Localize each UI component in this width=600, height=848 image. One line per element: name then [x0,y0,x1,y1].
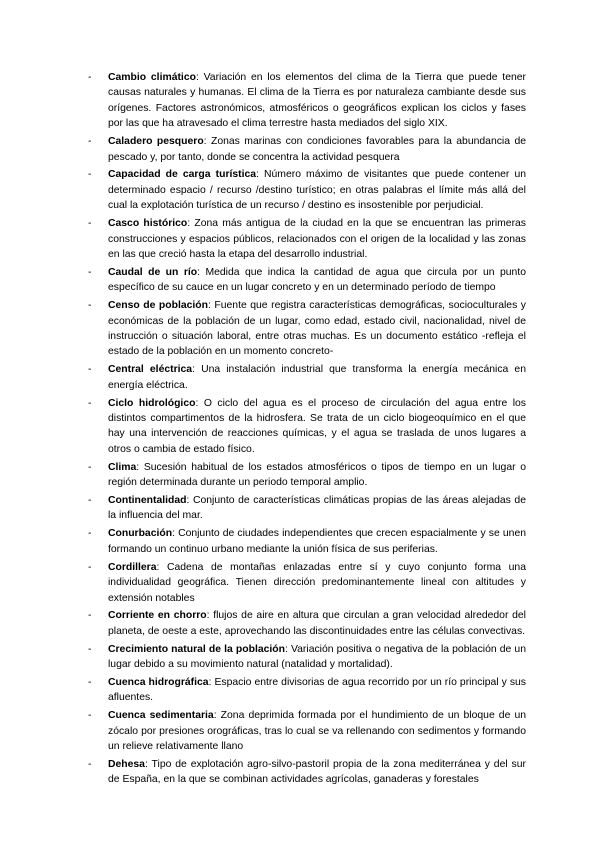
glossary-term: Crecimiento natural de la población [108,643,285,655]
bullet-dash: - [88,495,92,507]
glossary-entry [88,526,526,557]
glossary-entry [88,134,526,165]
glossary-definition: : Fuente que registra características demográficas, socioculturales y económicas de la población de un lugar, como edad, estado civil, nacionalidad, nivel de instrucción o situación laboral, entre otras muchas. Es un documento estático -refleja el estado de la población en un momento concreto- [108,300,526,358]
glossary-term: Corriente en chorro [108,610,207,622]
glossary-definition: : Variación en los elementos del clima de la Tierra que puede tener causas naturales y humanas. El clima de la Tierra es por naturaleza cambiante desde sus orígenes. Factores astronómicos, atmosféricos o geográficos explican los ciclos y fases por las que ha atravesado el clima terrestre hasta mediados del siglo XIX. [108,72,526,130]
glossary-term: Caladero pesquero [108,136,204,148]
bullet-dash: - [88,136,92,148]
glossary-definition: : Tipo de explotación agro-silvo-pastoril propia de la zona mediterránea y del sur de España, en la que se combinan actividades agrícolas, ganaderas y forestales [108,759,526,786]
glossary-definition: : Medida que indica la cantidad de agua que circula por un punto específico de su cauce en un lugar concreto y en un determinado período de tiempo [108,266,526,294]
glossary-entry [88,167,526,213]
glossary-term: Conurbación [108,528,173,540]
bullet-dash: - [88,759,92,771]
glossary-list [88,70,526,790]
glossary-definition: : Espacio entre divisorias de agua recorrido por un río principal y sus afluentes. [108,677,526,704]
glossary-entry [88,675,526,706]
glossary-definition: : Zonas marinas con condiciones favorables para la abundancia de pescado y, por tanto, donde se concentra la actividad pesquera [108,136,526,163]
glossary-term: Casco histórico [108,218,188,230]
bullet-dash: - [88,561,92,573]
bullet-dash: - [88,643,92,655]
glossary-definition: : Zona más antigua de la ciudad en la que se encuentran las primeras construcciones y espacios públicos, relacionados con el origen de la localidad y las zonas en las que creció hasta la etapa del desarrollo industrial. [108,218,526,260]
glossary-term: Cuenca sedimentaria [108,710,214,722]
glossary-entry [88,608,526,639]
glossary-entry [88,396,526,458]
glossary-entry [88,216,526,262]
glossary-definition: : Variación positiva o negativa de la población de un lugar debido a su movimiento natural (natalidad y mortalidad). [108,643,526,671]
glossary-definition: : Una instalación industrial que transforma la energía mecánica en energía eléctrica. [108,364,526,391]
bullet-dash: - [88,300,92,312]
glossary-term: Cordillera [108,561,157,573]
glossary-term: Cambio climático [108,72,196,83]
glossary-term: Continentalidad [108,495,187,507]
glossary-term: Clima [108,461,137,473]
glossary-definition: : Zona deprimida formada por el hundimiento de un bloque de un zócalo por presiones orográficas, tras lo cual se va rellenando con sedimentos y formando un relieve relativamente llano [108,710,526,753]
bullet-dash: - [88,169,92,181]
glossary-entry [88,362,526,393]
bullet-dash: - [88,218,92,230]
glossary-entry [88,460,526,491]
bullet-dash: - [88,266,92,278]
bullet-dash: - [88,610,92,622]
glossary-definition: : Conjunto de características climáticas propias de las áreas alejadas de la influencia del mar. [108,495,526,522]
glossary-term: Capacidad de carga turística [108,169,257,181]
glossary-entry [88,265,526,296]
glossary-definition: : Cadena de montañas enlazadas entre sí y cuyo conjunto forma una individualidad geográfica. Tienen dirección predominantemente lineal con altitudes y extensión notables [108,561,526,604]
glossary-entry [88,642,526,673]
glossary-term: Dehesa [108,759,145,771]
bullet-dash: - [88,710,92,722]
glossary-definition: : flujos de aire en altura que circulan a gran velocidad alrededor del planeta, de oeste a este, aprovechando las discontinuidades entre las células convectivas. [108,610,526,637]
glossary-term: Cuenca hidrográfica [108,677,209,689]
glossary-entry [88,757,526,788]
glossary-entry [88,560,526,606]
glossary-term: Censo de población [108,300,208,312]
glossary-term: Caudal de un río [108,266,198,278]
bullet-dash: - [88,528,92,540]
glossary-entry [88,70,526,132]
glossary-term: Ciclo hidrológico [108,397,196,409]
bullet-dash: - [88,397,92,409]
glossary-definition: : Sucesión habitual de los estados atmosféricos o tipos de tiempo en un lugar o región determinada durante un periodo temporal amplio. [108,461,526,489]
glossary-definition: : O ciclo del agua es el proceso de circulación del agua entre los distintos compartimentos de la hidrosfera. Se trata de un ciclo biogeoquímico en el que hay una intervención de reacciones químicas, y el agua se traslada de unos lugares a otros o cambia de estado físico. [108,397,526,455]
glossary-entry [88,298,526,360]
bullet-dash: - [88,72,92,83]
glossary-entry [88,708,526,754]
glossary-entry [88,493,526,524]
glossary-definition: : Conjunto de ciudades independientes que crecen espacialmente y se unen formando un continuo urbano mediante la unión física de sus periferias. [108,528,526,555]
bullet-dash: - [88,677,92,689]
bullet-dash: - [88,461,92,473]
glossary-definition: : Número máximo de visitantes que puede contener un determinado espacio / recurso /destino turístico; en otras palabras el límite más allá del cual la explotación turística de un recurso / destino es insostenible por perjudicial. [108,169,527,212]
glossary-term: Central eléctrica [108,364,193,376]
bullet-dash: - [88,364,92,376]
